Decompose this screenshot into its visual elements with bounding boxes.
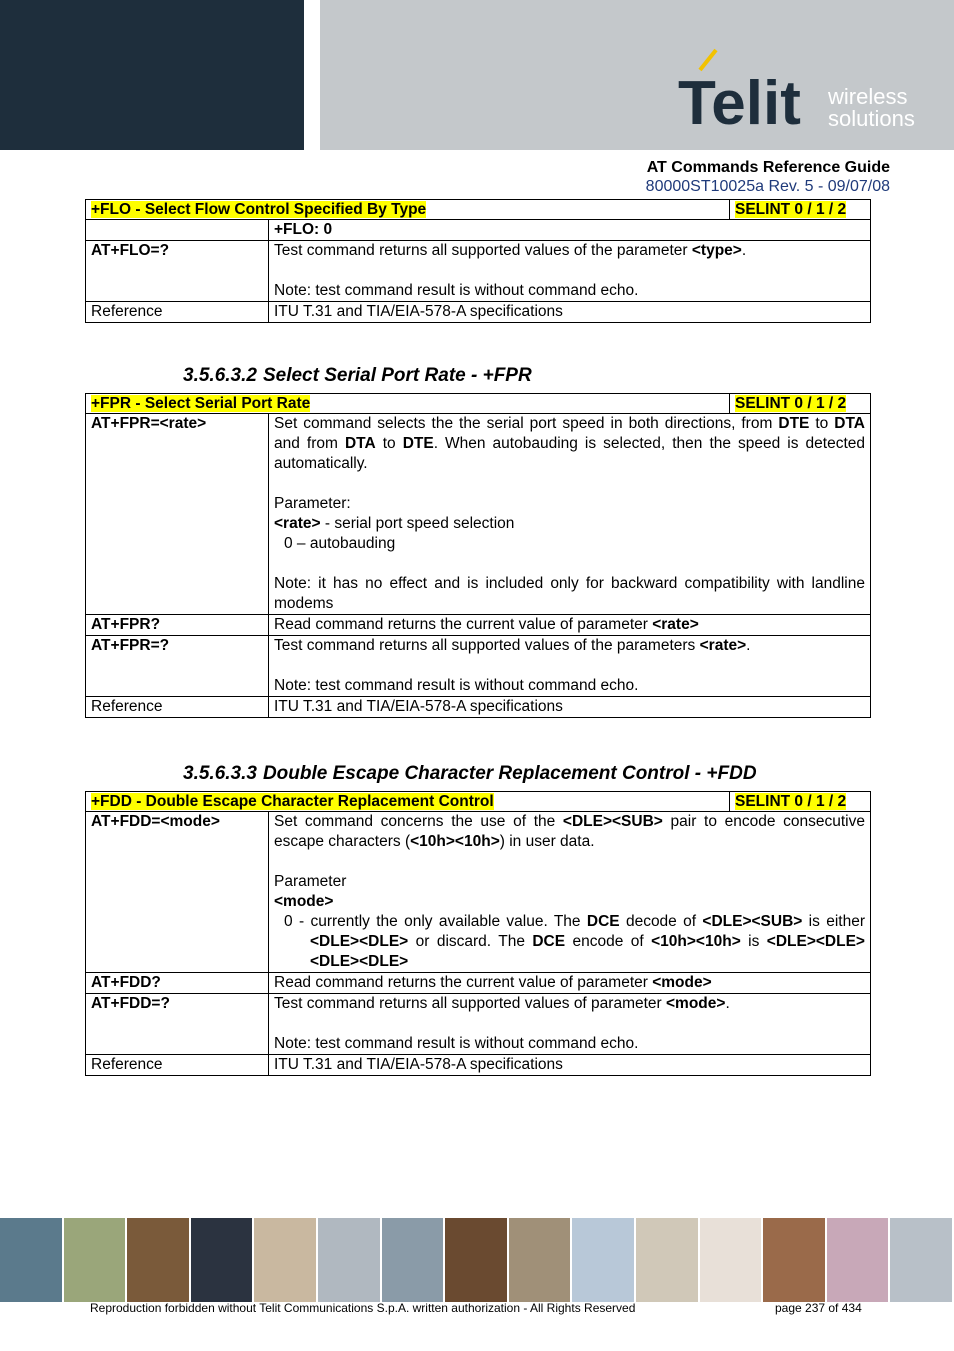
flo-ref-value: ITU T.31 and TIA/EIA-578-A specifications xyxy=(269,302,871,323)
fdd-param-name: <mode> xyxy=(274,893,334,910)
fdd-read-cmd: AT+FDD? xyxy=(86,973,269,994)
flo-test-desc: Test command returns all supported values of the parameter <type>. xyxy=(274,242,747,259)
footer-photo-tile xyxy=(254,1218,316,1302)
section-title: Select Serial Port Rate - +FPR xyxy=(262,365,532,386)
fdd-table-title: +FDD - Double Escape Character Replacement Control xyxy=(91,793,494,810)
footer-photo-tile xyxy=(445,1218,507,1302)
header-dark-panel xyxy=(0,0,304,150)
flo-table xyxy=(85,199,871,323)
section-heading-fpr xyxy=(183,365,532,387)
telit-logo xyxy=(676,48,936,134)
logo-text: Telit xyxy=(678,69,801,134)
flo-read-response: +FLO: 0 xyxy=(269,220,871,241)
fpr-table xyxy=(85,393,871,718)
fpr-test-note: Note: test command result is without command echo. xyxy=(274,677,639,694)
section-title: Double Escape Character Replacement Control - +FDD xyxy=(262,763,757,784)
fdd-test-desc: Test command returns all supported values of parameter <mode>. xyxy=(274,995,730,1012)
fpr-set-desc: Set command selects the the serial port speed in both directions, from DTE to DTA and from DTA to DTE. When autobauding is selected, then the speed is detected automatically. xyxy=(274,415,865,472)
footer-photo-tile xyxy=(127,1218,189,1302)
footer-copyright: Reproduction forbidden without Telit Communications S.p.A. written authorization - All Rights Reserved xyxy=(90,1301,636,1315)
fpr-read-desc: Read command returns the current value of parameter <rate> xyxy=(269,615,871,636)
footer-image-strip xyxy=(0,1218,954,1302)
footer-photo-tile xyxy=(382,1218,444,1302)
fdd-mode0: 0 - currently the only available value. The DCE decode of <DLE><SUB> is either <DLE><DLE> or discard. The DCE encode of <10h><10h> is <DLE><DLE><DLE><DLE> xyxy=(284,913,865,970)
footer-photo-tile xyxy=(636,1218,698,1302)
fdd-param-label: Parameter xyxy=(274,873,347,890)
section-number: 3.5.6.3.3 xyxy=(183,763,257,784)
fpr-param-value: 0 – autobauding xyxy=(284,535,396,552)
logo-tagline-2: solutions xyxy=(828,106,915,131)
fdd-ref-value: ITU T.31 and TIA/EIA-578-A specifications xyxy=(269,1055,871,1076)
footer-photo-tile xyxy=(318,1218,380,1302)
fdd-test-note: Note: test command result is without command echo. xyxy=(274,1035,639,1052)
footer-photo-tile xyxy=(827,1218,889,1302)
fdd-set-desc: Set command concerns the use of the <DLE><SUB> pair to encode consecutive escape characters (<10h><10h>) in user data. xyxy=(274,813,865,850)
fpr-test-cmd: AT+FPR=? xyxy=(86,636,269,697)
footer-photo-tile xyxy=(700,1218,762,1302)
doc-title: AT Commands Reference Guide xyxy=(646,159,890,176)
flo-ref-label: Reference xyxy=(86,302,269,323)
fdd-set-cmd: AT+FDD=<mode> xyxy=(86,812,269,973)
fdd-test-cmd: AT+FDD=? xyxy=(86,994,269,1055)
footer-photo-tile xyxy=(763,1218,825,1302)
fdd-selint: SELINT 0 / 1 / 2 xyxy=(735,793,847,810)
footer-photo-tile xyxy=(64,1218,126,1302)
footer-photo-tile xyxy=(191,1218,253,1302)
page-number: page 237 of 434 xyxy=(775,1301,862,1315)
fdd-table xyxy=(85,791,871,1076)
footer-photo-tile xyxy=(890,1218,952,1302)
section-heading-fdd xyxy=(183,763,757,785)
fpr-selint: SELINT 0 / 1 / 2 xyxy=(735,395,847,412)
fpr-ref-value: ITU T.31 and TIA/EIA-578-A specifications xyxy=(269,697,871,718)
logo-tagline-1: wireless xyxy=(828,84,908,109)
doc-revision: 80000ST10025a Rev. 5 - 09/07/08 xyxy=(645,178,890,195)
fpr-param-label: Parameter: xyxy=(274,495,351,512)
fpr-read-cmd: AT+FPR? xyxy=(86,615,269,636)
fpr-set-cmd: AT+FPR=<rate> xyxy=(86,414,269,615)
footer-photo-tile xyxy=(0,1218,62,1302)
fdd-ref-label: Reference xyxy=(86,1055,269,1076)
fpr-param: <rate> - serial port speed selection xyxy=(274,515,515,532)
fpr-table-title: +FPR - Select Serial Port Rate xyxy=(91,395,311,412)
footer-photo-tile xyxy=(509,1218,571,1302)
section-number: 3.5.6.3.2 xyxy=(183,365,257,386)
fpr-ref-label: Reference xyxy=(86,697,269,718)
flo-test-note: Note: test command result is without command echo. xyxy=(274,282,639,299)
fpr-test-desc: Test command returns all supported values of the parameters <rate>. xyxy=(274,637,751,654)
fpr-set-note: Note: it has no effect and is included only for backward compatibility with landline modems xyxy=(274,575,865,612)
flo-test-cmd: AT+FLO=? xyxy=(86,241,269,302)
fdd-read-desc: Read command returns the current value of parameter <mode> xyxy=(269,973,871,994)
footer-photo-tile xyxy=(572,1218,634,1302)
flo-selint: SELINT 0 / 1 / 2 xyxy=(735,201,847,218)
flo-table-title: +FLO - Select Flow Control Specified By Type xyxy=(91,201,427,218)
